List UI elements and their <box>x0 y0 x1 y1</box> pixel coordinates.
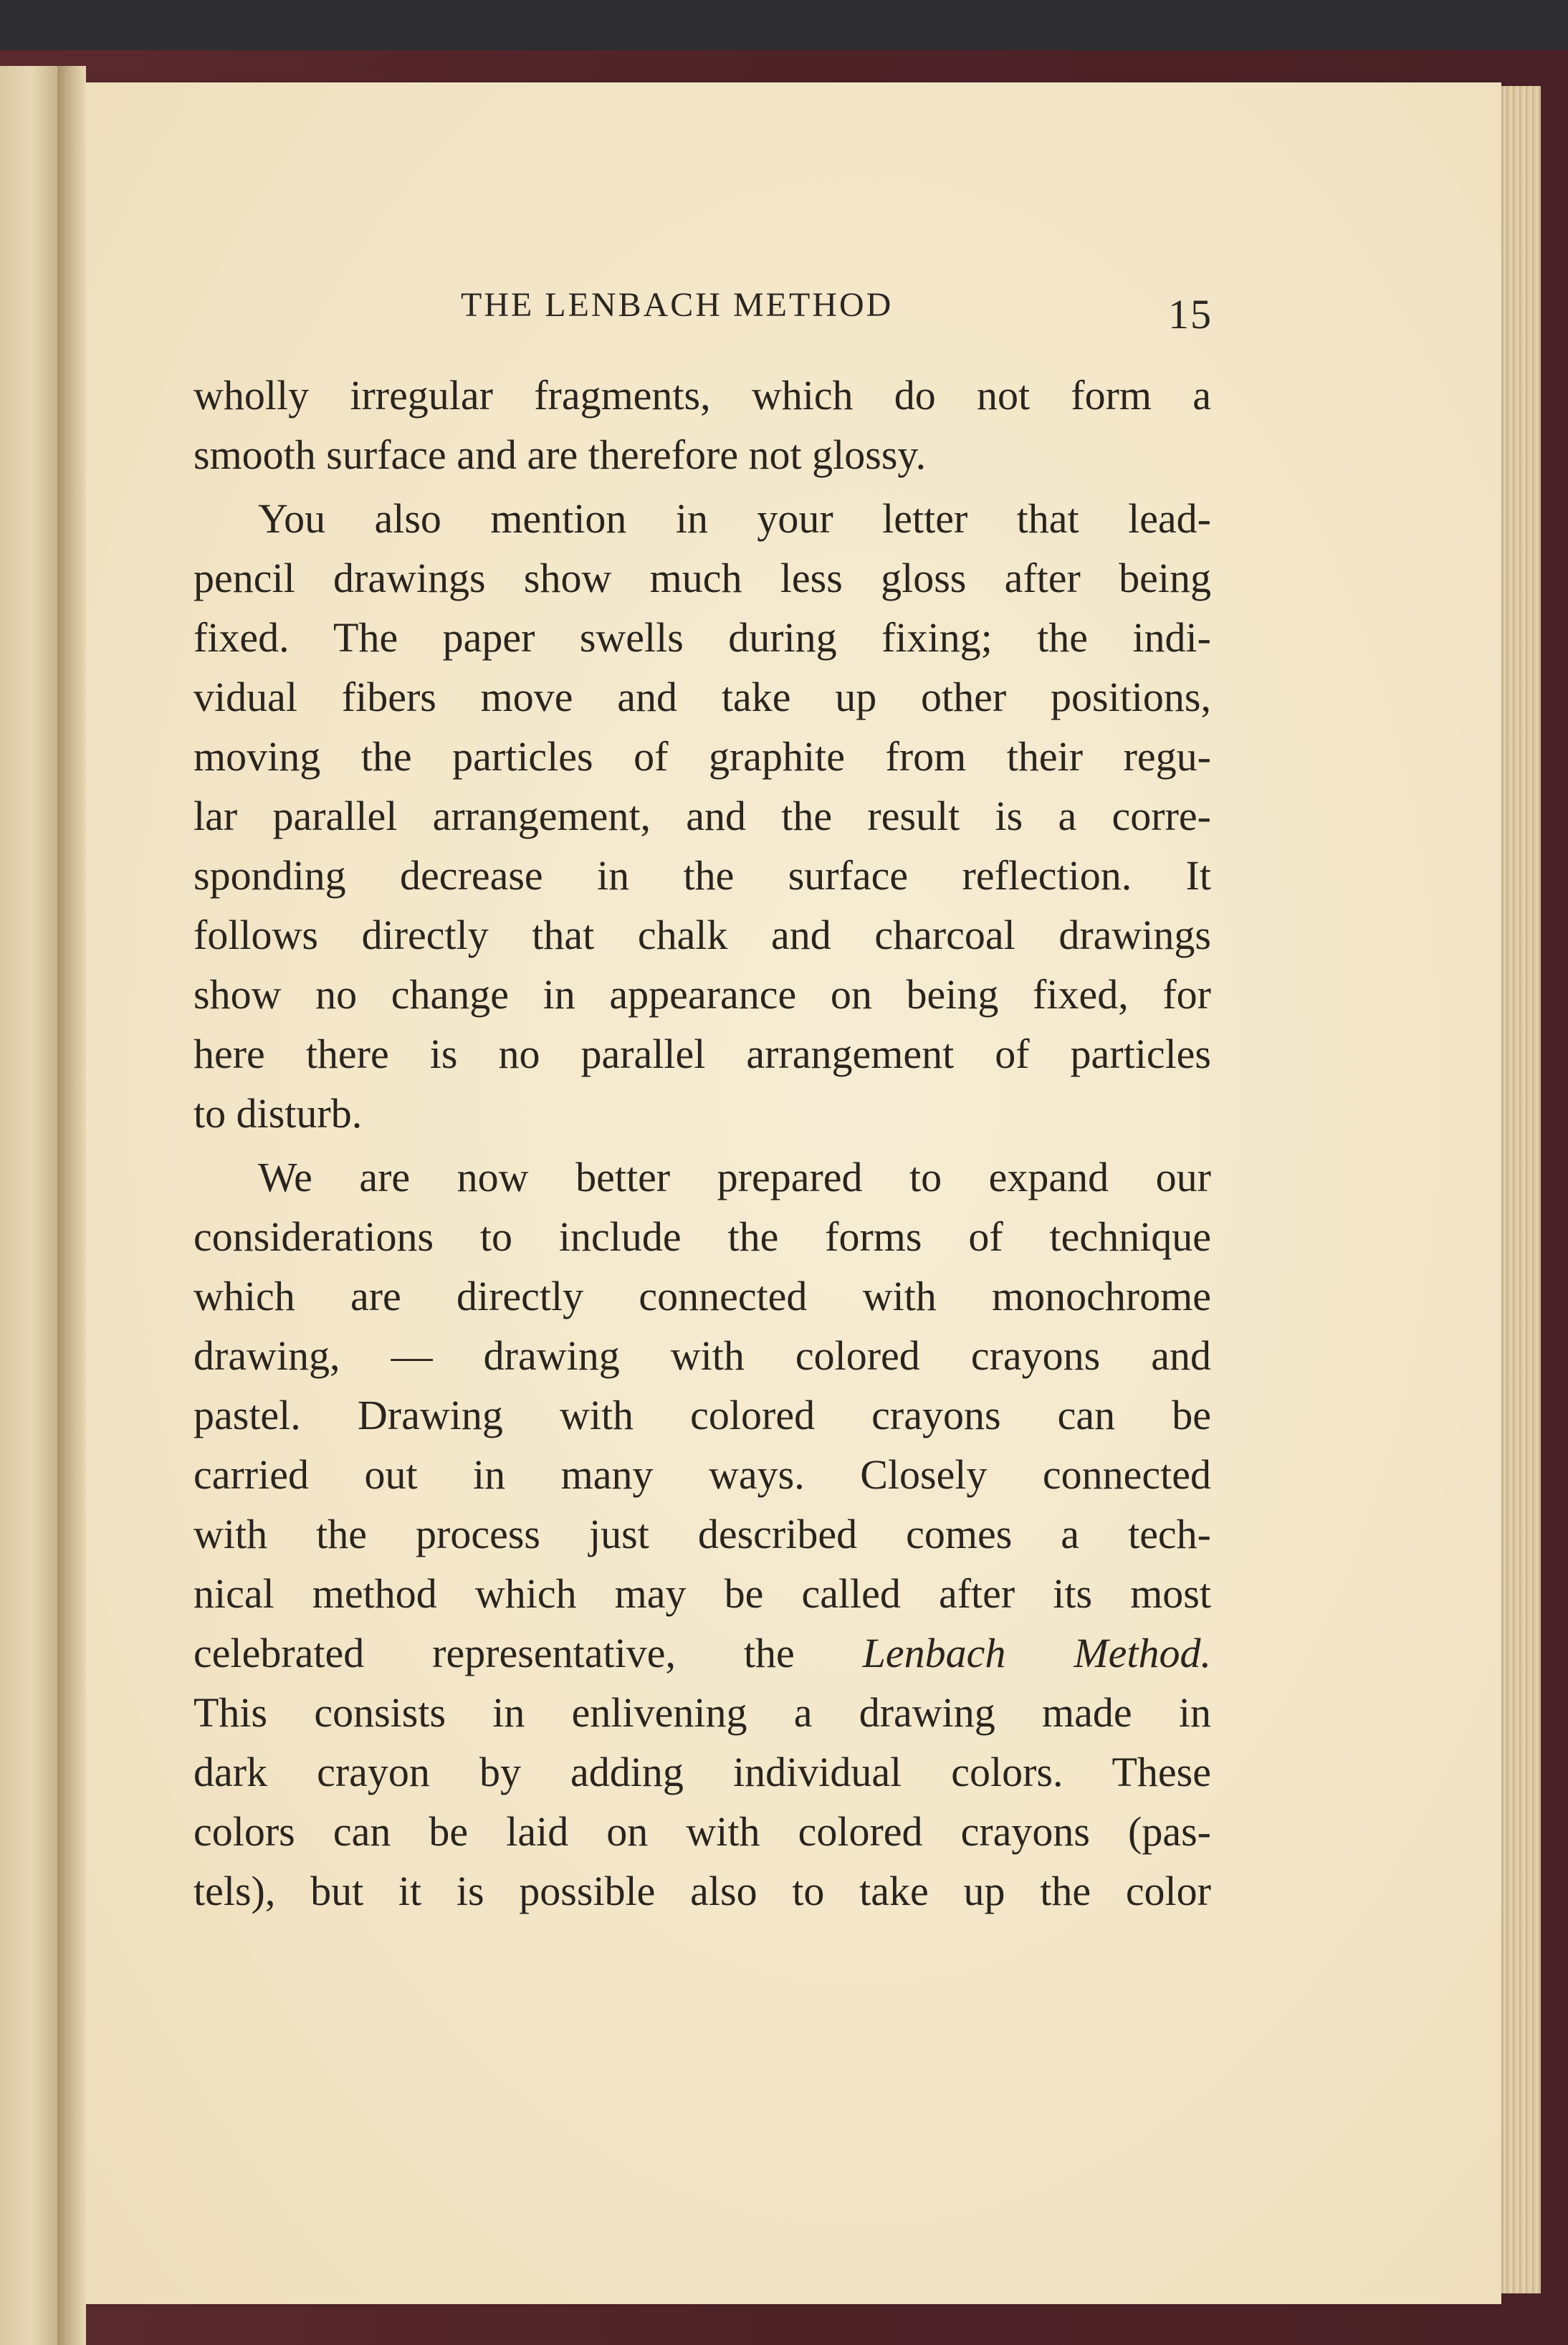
text-line: nical method which may be called after its most <box>193 1570 1211 1617</box>
text-line: moving the particles of graphite from their regu- <box>193 733 1211 780</box>
text-line: You also mention in your letter that lead- <box>258 495 1211 542</box>
text-line: smooth surface and are therefore not glossy. <box>193 431 927 478</box>
body-text <box>193 366 1211 1921</box>
text-line: dark crayon by adding individual colors. These <box>193 1749 1211 1795</box>
text-line: colors can be laid on with colored crayons (pas- <box>193 1808 1211 1855</box>
text-line: to disturb. <box>193 1090 363 1137</box>
text-line: here there is no parallel arrangement of particles <box>193 1031 1211 1077</box>
text-line: with the process just described comes a tech- <box>193 1511 1211 1557</box>
text-line: pastel. Drawing with colored crayons can be <box>193 1392 1211 1438</box>
text-line: drawing, — drawing with colored crayons and <box>193 1332 1211 1379</box>
text-line: follows directly that chalk and charcoal drawings <box>193 912 1211 958</box>
text-line: fixed. The paper swells during fixing; the indi- <box>193 614 1211 661</box>
text-line: sponding decrease in the surface reflection. It <box>193 852 1211 899</box>
text-line: wholly irregular fragments, which do not form a <box>193 372 1211 419</box>
text-line: considerations to include the forms of technique <box>193 1213 1211 1260</box>
paragraph <box>193 489 1211 1143</box>
text-line: vidual fibers move and take up other positions, <box>193 674 1211 720</box>
text-line: carried out in many ways. Closely connected <box>193 1451 1211 1498</box>
text-line: pencil drawings show much less gloss after being <box>193 555 1211 601</box>
left-page-edge <box>0 66 57 2345</box>
text-line: which are directly connected with monochrome <box>193 1273 1211 1319</box>
text-line: tels), but it is possible also to take up the color <box>193 1868 1211 1914</box>
backdrop <box>0 0 1568 57</box>
text-line: show no change in appearance on being fixed, for <box>193 971 1211 1018</box>
text-line: We are now better prepared to expand our <box>258 1154 1211 1200</box>
text-line: lar parallel arrangement, and the result is a corre- <box>193 793 1211 839</box>
gutter-shadow <box>57 66 86 2345</box>
text-line-with-italic <box>193 1623 1211 1683</box>
text-line: This consists in enlivening a drawing made in <box>193 1689 1211 1736</box>
text-fragment: celebrated representative, the <box>193 1630 863 1676</box>
running-head: THE LENBACH METHOD <box>461 286 894 324</box>
paragraph <box>193 1147 1211 1921</box>
italic-title: Lenbach Method. <box>862 1630 1211 1676</box>
page-number: 15 <box>1168 291 1213 338</box>
paragraph <box>193 366 1211 484</box>
